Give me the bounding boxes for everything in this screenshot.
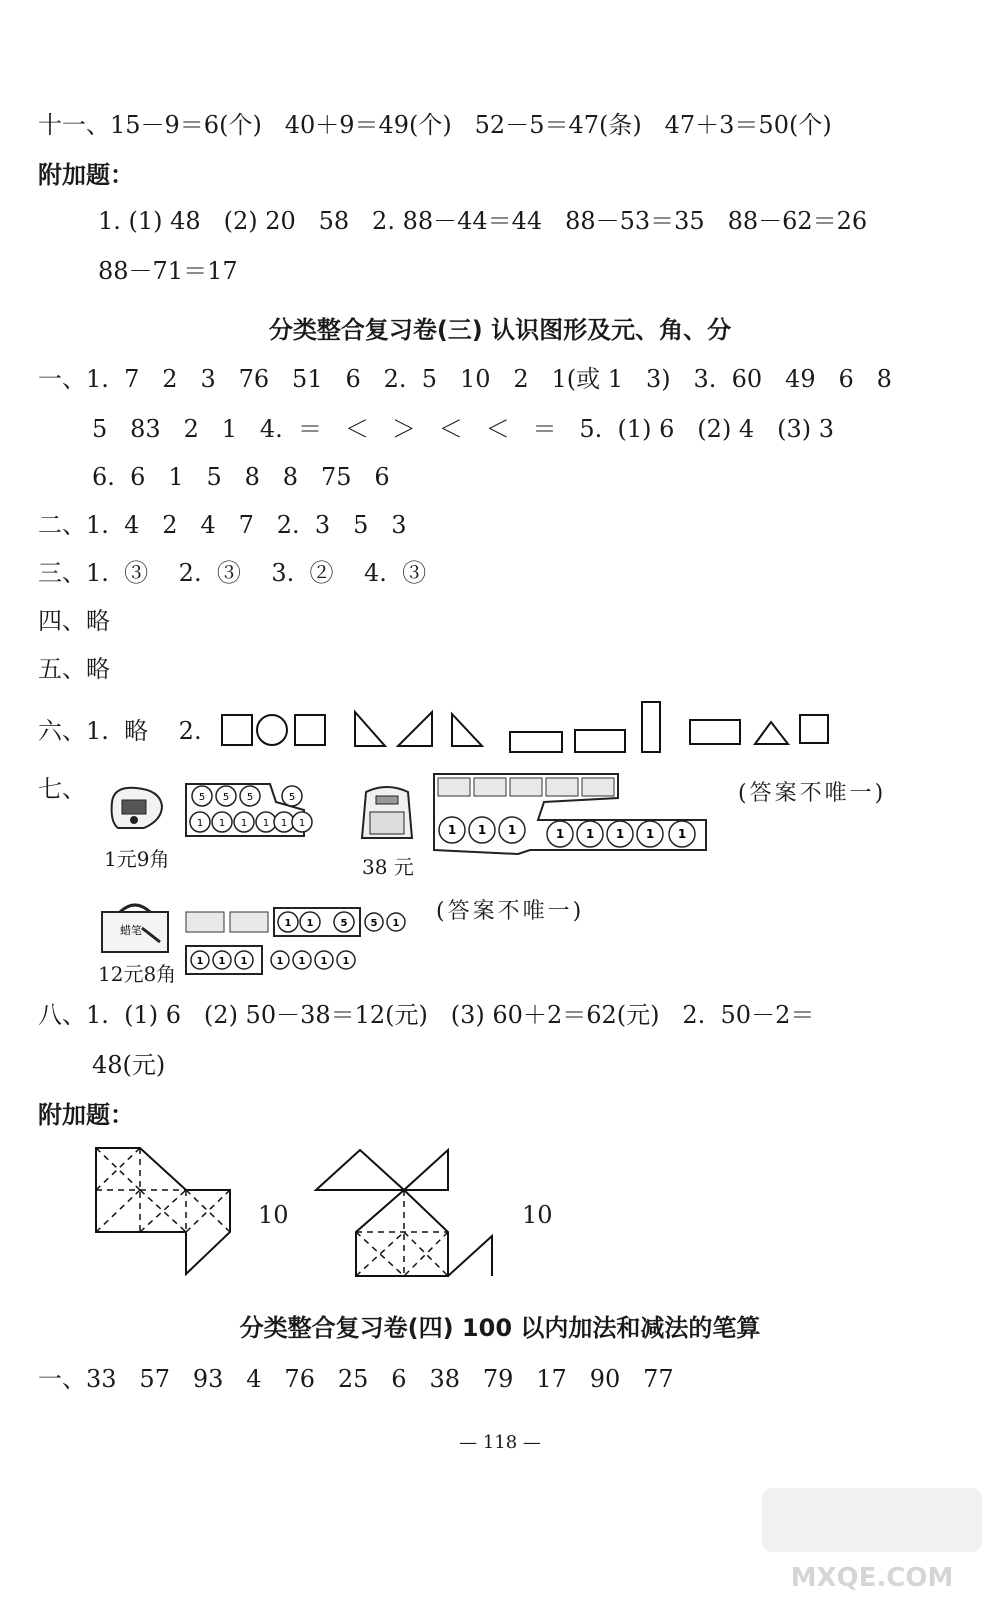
- extra-line-1b: 88－71＝17: [98, 257, 238, 285]
- answer-line-1c: 6. 6 1 5 8 8 75 6: [92, 463, 390, 491]
- svg-text:1: 1: [196, 818, 204, 829]
- rectangle-shape: [575, 730, 625, 752]
- price-label-3: 12元8角: [98, 962, 177, 986]
- dashed-figure-1: [94, 1146, 234, 1276]
- svg-text:1: 1: [196, 956, 204, 967]
- rectangle-shape: [642, 702, 660, 752]
- section-heading-4: 分类整合复习卷(四) 100 以内加法和减法的笔算: [239, 1314, 761, 1342]
- watermark: [752, 1478, 992, 1598]
- note-not-unique-1: (答案不唯一): [738, 781, 887, 806]
- svg-text:1: 1: [477, 823, 487, 837]
- dashed-figure-2: [312, 1146, 496, 1280]
- svg-text:5: 5: [288, 792, 296, 803]
- answer-line-7: 七、: [38, 775, 86, 803]
- sharpener-image: [104, 782, 168, 838]
- extra-line-1a: 1. (1) 48 (2) 20 58 2. 88－44＝44 88－53＝35 88－62＝26: [98, 207, 868, 235]
- svg-text:1: 1: [447, 823, 457, 837]
- svg-text:5: 5: [198, 792, 206, 803]
- answer-line-8b: 48(元): [92, 1051, 166, 1079]
- answer-line-3: 三、1. ③ 2. ③ 3. ② 4. ③: [38, 559, 427, 587]
- svg-text:1: 1: [342, 956, 350, 967]
- answer-number-b: 10: [522, 1201, 553, 1229]
- square-shape: [800, 715, 828, 743]
- crayon-bag-image: [98, 898, 172, 954]
- svg-text:5: 5: [370, 918, 378, 929]
- svg-text:5: 5: [246, 792, 254, 803]
- triangle-shape: [355, 712, 385, 746]
- svg-text:1: 1: [677, 827, 687, 841]
- svg-text:1: 1: [218, 818, 226, 829]
- svg-text:1: 1: [218, 956, 226, 967]
- circle-shape: [257, 715, 287, 745]
- svg-text:5: 5: [340, 918, 348, 929]
- answer-line-6: 六、1. 略 2.: [38, 717, 202, 745]
- rectangle-shape: [510, 732, 562, 752]
- svg-text:1: 1: [645, 827, 655, 841]
- shapes-answer: [220, 700, 860, 760]
- price-label-2: 38 元: [362, 855, 414, 879]
- triangle-shape: [452, 714, 482, 746]
- svg-text:1: 1: [298, 956, 306, 967]
- backpack-image: [354, 782, 420, 844]
- svg-text:1: 1: [585, 827, 595, 841]
- page-number: — 118 —: [459, 1432, 541, 1453]
- triangle-shape: [398, 712, 432, 746]
- svg-text:1: 1: [298, 818, 306, 829]
- answer-number-a: 10: [258, 1201, 289, 1229]
- answer-line-4-one: 一、33 57 93 4 76 25 6 38 79 17 90 77: [38, 1365, 674, 1393]
- extra-heading-2: 附加题：: [38, 1101, 134, 1129]
- svg-text:1: 1: [306, 918, 314, 929]
- money-group-3: [184, 908, 414, 978]
- triangle-shape: [755, 722, 788, 744]
- answer-line-1b: 5 83 2 1 4. ＝ ＜ ＞ ＜ ＜ ＝ 5. (1) 6 (2) 4 (3) 3: [92, 415, 834, 443]
- answer-line-8a: 八、1. (1) 6 (2) 50－38＝12(元) (3) 60＋2＝62(元) 2. 50－2＝: [38, 1001, 815, 1029]
- svg-text:1: 1: [320, 956, 328, 967]
- extra-heading-1: 附加题：: [38, 161, 134, 189]
- square-shape: [295, 715, 325, 745]
- answer-line-4: 四、略: [38, 607, 110, 635]
- answer-line-1a: 一、1. 7 2 3 76 51 6 2. 5 10 2 1(或 1 3) 3. 60 49 6 8: [38, 365, 892, 393]
- svg-text:1: 1: [392, 918, 400, 929]
- bag-text: 蜡笔: [120, 924, 142, 937]
- svg-text:1: 1: [284, 918, 292, 929]
- svg-text:1: 1: [262, 818, 270, 829]
- svg-text:1: 1: [276, 956, 284, 967]
- svg-text:5: 5: [222, 792, 230, 803]
- svg-text:1: 1: [507, 823, 517, 837]
- money-group-2: [432, 772, 708, 856]
- svg-text:1: 1: [280, 818, 288, 829]
- square-shape: [222, 715, 252, 745]
- svg-text:MXQE.COM: MXQE.COM: [790, 1563, 954, 1593]
- svg-text:1: 1: [615, 827, 625, 841]
- coin-group-1: [184, 780, 326, 840]
- rectangle-shape: [690, 720, 740, 744]
- note-not-unique-2: (答案不唯一): [436, 899, 585, 924]
- answer-line-2: 二、1. 4 2 4 7 2. 3 5 3: [38, 511, 407, 539]
- svg-text:1: 1: [240, 818, 248, 829]
- svg-text:1: 1: [240, 956, 248, 967]
- answer-line-eleven: 十一、15－9＝6(个) 40＋9＝49(个) 52－5＝47(条) 47＋3＝50(个): [38, 111, 832, 139]
- price-label-1: 1元9角: [104, 847, 170, 871]
- section-heading-3: 分类整合复习卷(三) 认识图形及元、角、分: [268, 316, 732, 344]
- answer-line-5: 五、略: [38, 655, 110, 683]
- svg-text:1: 1: [555, 827, 565, 841]
